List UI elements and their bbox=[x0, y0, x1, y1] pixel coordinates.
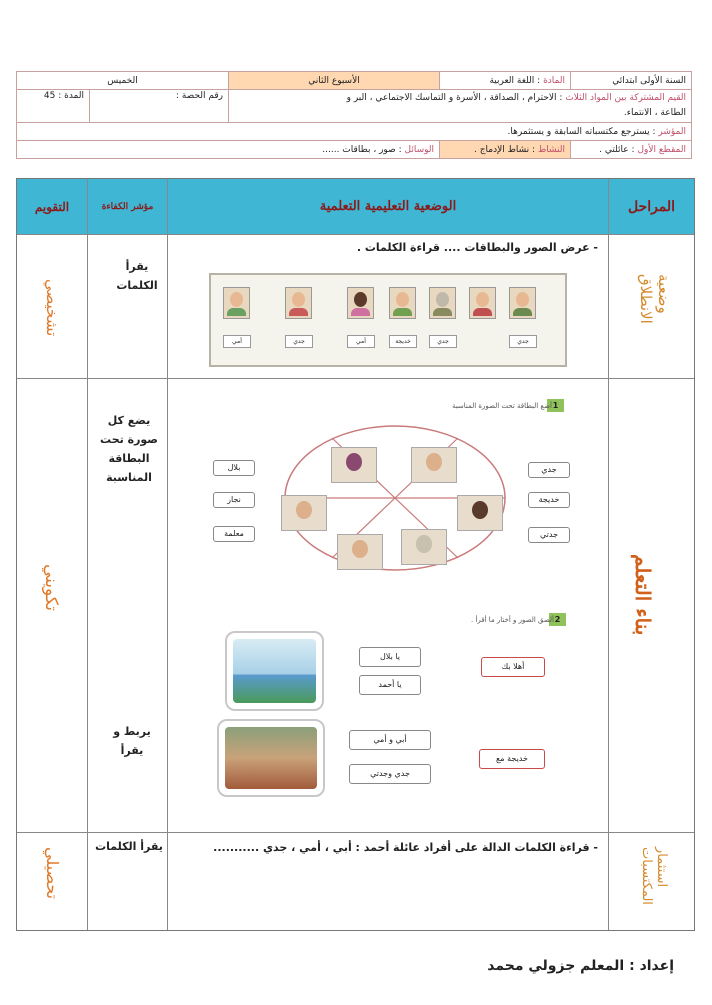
col-situation-header: الوضعية التعليمية التعلمية bbox=[319, 199, 457, 214]
phrase-card[interactable]: أبي و أمي bbox=[349, 730, 431, 750]
session-cell bbox=[90, 90, 229, 123]
duration-label: المدة : bbox=[58, 91, 84, 101]
stage-invest: استثمار المكتسبات bbox=[639, 847, 669, 905]
person-image bbox=[509, 287, 536, 319]
person-image bbox=[457, 495, 503, 531]
col-competence-header: مؤشر الكفاءة bbox=[101, 201, 154, 212]
col-eval-header: التقويم bbox=[34, 199, 70, 214]
person-image bbox=[337, 534, 383, 570]
word-tag: أمي bbox=[347, 335, 375, 348]
means-label: الوسائل bbox=[404, 144, 434, 155]
day-cell bbox=[17, 72, 229, 90]
exercise-2-number: 2 bbox=[549, 613, 566, 626]
subject-value: : اللغة العربية bbox=[489, 75, 541, 86]
phrase-card[interactable]: جدي وجدتي bbox=[349, 764, 431, 784]
eval-invest: تحصيلي bbox=[43, 847, 62, 900]
criterion-build-2: يربط و يقرأ bbox=[113, 725, 151, 757]
exercise-2-instruction: ألصق الصور و أختار ما أقرأ . bbox=[471, 616, 554, 624]
activity-value: : نشاط الإدماج . bbox=[473, 144, 536, 155]
word-card[interactable]: نجار bbox=[213, 492, 255, 508]
flashcards-strip bbox=[209, 273, 567, 367]
values-cell bbox=[229, 90, 692, 123]
row-divider bbox=[17, 832, 694, 833]
word-card[interactable]: جدي bbox=[528, 462, 570, 478]
stage-launch: وضعية الانطلاق bbox=[637, 274, 673, 324]
indicator-label: المؤشر bbox=[658, 126, 686, 137]
person-image bbox=[347, 287, 374, 319]
person-image bbox=[285, 287, 312, 319]
word-card[interactable]: خديجة bbox=[528, 492, 570, 508]
year-cell bbox=[571, 72, 692, 90]
values-label: القيم المشتركة بين المواد الثلاث bbox=[565, 93, 686, 103]
invest-text: - قراءة الكلمات الدالة على أفراد عائلة أحمد : أبي ، أمي ، جدي ........... bbox=[213, 841, 598, 854]
col-divider bbox=[87, 179, 88, 930]
subject-cell bbox=[440, 72, 571, 90]
word-card[interactable]: معلمة bbox=[213, 526, 255, 542]
criterion-build-1: يضع كل صورة تحت البطاقة المناسبة bbox=[100, 414, 158, 484]
means-value: : صور ، بطاقات ...... bbox=[322, 144, 402, 155]
activity-label: النشاط bbox=[537, 144, 565, 155]
unit-label: المقطع الأول bbox=[637, 144, 686, 155]
person-image bbox=[411, 447, 457, 483]
person-image bbox=[429, 287, 456, 319]
person-image bbox=[223, 287, 250, 319]
phrase-card[interactable]: يا بلال bbox=[359, 647, 421, 667]
person-image bbox=[469, 287, 496, 319]
word-tag: جدي bbox=[429, 335, 457, 348]
session-label: رقم الحصة : bbox=[175, 91, 223, 101]
col-stages-header: المراحل bbox=[627, 198, 676, 215]
unit-value: : عائلتي . bbox=[599, 144, 635, 155]
lesson-table bbox=[16, 178, 695, 931]
launch-text: - عرض الصور والبطاقات .... قراءة الكلمات . bbox=[356, 241, 598, 254]
person-image bbox=[389, 287, 416, 319]
person-image bbox=[281, 495, 327, 531]
week-cell bbox=[229, 72, 440, 90]
week-label: الأسبوع الثاني bbox=[308, 75, 360, 86]
word-card[interactable]: بلال bbox=[213, 460, 255, 476]
col-divider bbox=[167, 179, 168, 930]
word-card[interactable]: جدتي bbox=[528, 527, 570, 543]
row-divider bbox=[17, 234, 694, 235]
exercise-1-number: 1 bbox=[547, 399, 564, 412]
phrase-card[interactable]: يا أحمد bbox=[359, 675, 421, 695]
word-tag: جدي bbox=[285, 335, 313, 348]
header-table bbox=[16, 71, 692, 159]
duration-cell bbox=[17, 90, 90, 123]
word-tag: جدي bbox=[509, 335, 537, 348]
phrase-card[interactable]: أهلا بك bbox=[481, 657, 545, 677]
eval-build: تكويني bbox=[41, 564, 61, 611]
means-cell bbox=[17, 141, 440, 159]
values-text-2: الطاعة ، الانتماء. bbox=[623, 108, 686, 118]
indicator-text: : يسترجع مكتسباته السابقة و يستثمرها. bbox=[507, 126, 656, 137]
row-divider bbox=[17, 378, 694, 379]
indicator-cell bbox=[17, 123, 692, 141]
person-image bbox=[401, 529, 447, 565]
word-tag: أمي bbox=[223, 335, 251, 348]
activity-cell bbox=[440, 141, 571, 159]
duration-value: 45 bbox=[43, 91, 56, 101]
eval-launch: تشخيصي bbox=[43, 279, 61, 337]
phrase-card[interactable]: خديجة مع bbox=[479, 749, 545, 769]
word-tag: خديجة bbox=[389, 335, 417, 348]
year-label: السنة الأولى ابتدائي bbox=[612, 75, 686, 86]
criterion-launch: يقرأ الكلمات bbox=[116, 260, 158, 292]
person-image bbox=[331, 447, 377, 483]
values-text: : الاحترام ، الصداقة ، الأسرة و التماسك الاجتماعي ، البر و bbox=[346, 93, 563, 103]
exercise-1-instruction: أضع البطاقة تحت الصورة المناسبة bbox=[452, 402, 552, 410]
day-label: الخميس bbox=[107, 75, 138, 86]
family-photo bbox=[217, 719, 325, 797]
boys-photo bbox=[225, 631, 324, 711]
author-credit: إعداد : المعلم جزولي محمد bbox=[487, 958, 674, 974]
unit-cell bbox=[571, 141, 692, 159]
col-divider bbox=[608, 179, 609, 930]
subject-label: المادة bbox=[543, 75, 565, 86]
criterion-invest: يقرأ الكلمات bbox=[95, 840, 163, 853]
stage-build: بناء التعلم bbox=[631, 554, 655, 636]
